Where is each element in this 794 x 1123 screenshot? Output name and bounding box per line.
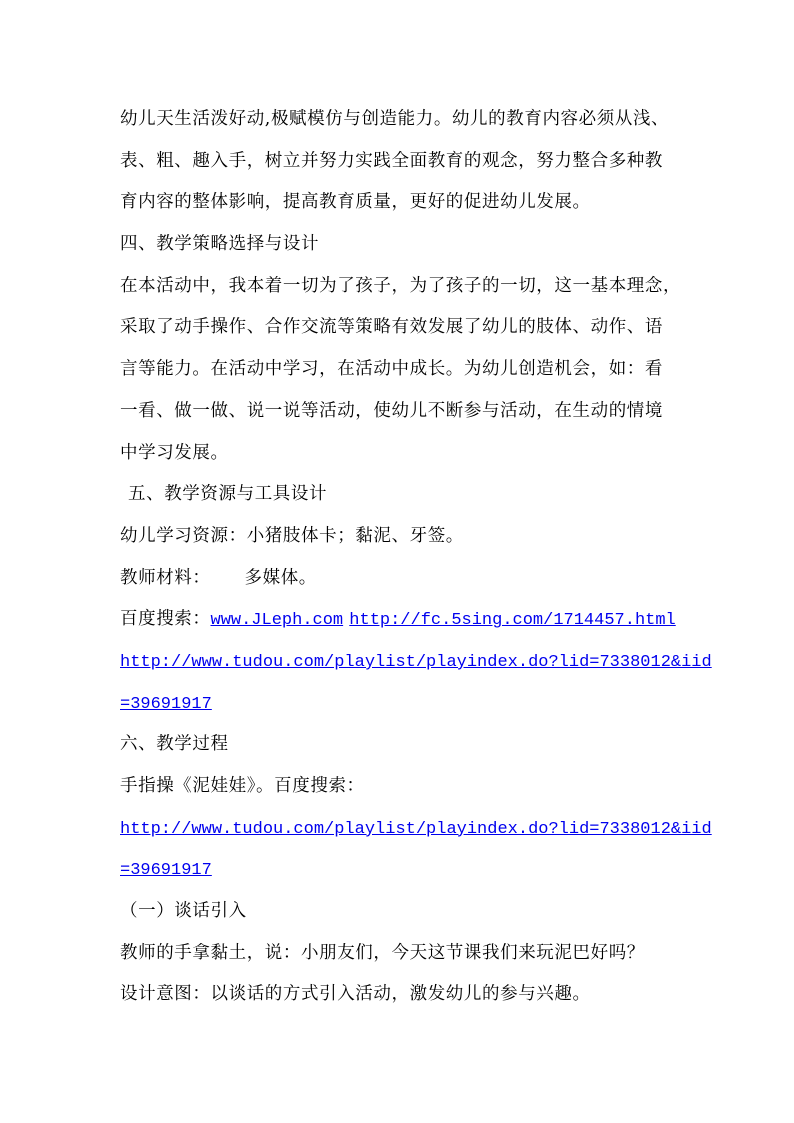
paragraph-line: 在本活动中，我本着一切为了孩子，为了孩子的一切，这一基本理念， bbox=[120, 275, 682, 296]
section-heading-5: 五、教学资源与工具设计 bbox=[128, 484, 328, 505]
link-tudou-2-part1[interactable]: http://www.tudou.com/playlist/playindex.do?lid=7338012&iid bbox=[120, 819, 712, 839]
link-jleph[interactable]: www.JLeph.com bbox=[210, 611, 344, 631]
link-line bbox=[120, 849, 680, 891]
paragraph-line: 中学习发展。 bbox=[120, 442, 229, 463]
paragraph-line: 幼儿天生活泼好动,极赋模仿与创造能力。幼儿的教育内容必须从浅、 bbox=[120, 109, 670, 129]
resources-line: 幼儿学习资源：小猪肢体卡；黏泥、牙签。 bbox=[120, 525, 464, 546]
link-line bbox=[120, 641, 712, 683]
paragraph-line: 一看、做一做、说一说等活动，使幼儿不断参与活动，在生动的情境 bbox=[120, 400, 663, 421]
paragraph-line: 采取了动手操作、合作交流等策略有效发展了幼儿的肢体、动作、语 bbox=[120, 317, 663, 338]
link-5sing[interactable]: http://fc.5sing.com/1714457.html bbox=[349, 611, 676, 631]
link-tudou-1-part1[interactable]: http://www.tudou.com/playlist/playindex.do?lid=7338012&iid bbox=[120, 652, 712, 672]
teacher-materials-label: 教师材料： bbox=[120, 567, 211, 588]
teacher-materials-line bbox=[120, 558, 680, 600]
search-label: 百度搜索： bbox=[120, 609, 211, 630]
section-heading-6: 六、教学过程 bbox=[120, 734, 229, 755]
search-links-line bbox=[120, 599, 680, 641]
link-tudou-1-part2[interactable]: =39691917 bbox=[120, 694, 212, 714]
section-heading-4: 四、教学策略选择与设计 bbox=[120, 234, 320, 255]
paragraph-line: 设计意图：以谈话的方式引入活动，激发幼儿的参与兴趣。 bbox=[120, 984, 591, 1005]
paragraph-line: 教师的手拿黏土，说：小朋友们，今天这节课我们来玩泥巴好吗？ bbox=[120, 942, 645, 963]
paragraph-line: 表、粗、趣入手，树立并努力实践全面教育的观念，努力整合多种教 bbox=[120, 150, 663, 171]
finger-exercise-line: 手指操《泥娃娃》。百度搜索： bbox=[120, 776, 365, 796]
document-body bbox=[120, 99, 712, 1016]
paragraph-line: 言等能力。在活动中学习，在活动中成长。为幼儿创造机会，如：看 bbox=[120, 359, 663, 380]
paragraph-line: 育内容的整体影响，提高教育质量，更好的促进幼儿发展。 bbox=[120, 192, 591, 213]
teacher-materials-value: 多媒体。 bbox=[244, 567, 317, 588]
subsection-heading-1: （一）谈话引入 bbox=[120, 901, 247, 922]
link-line bbox=[120, 808, 712, 850]
link-line bbox=[120, 683, 680, 725]
link-tudou-2-part2[interactable]: =39691917 bbox=[120, 861, 212, 881]
